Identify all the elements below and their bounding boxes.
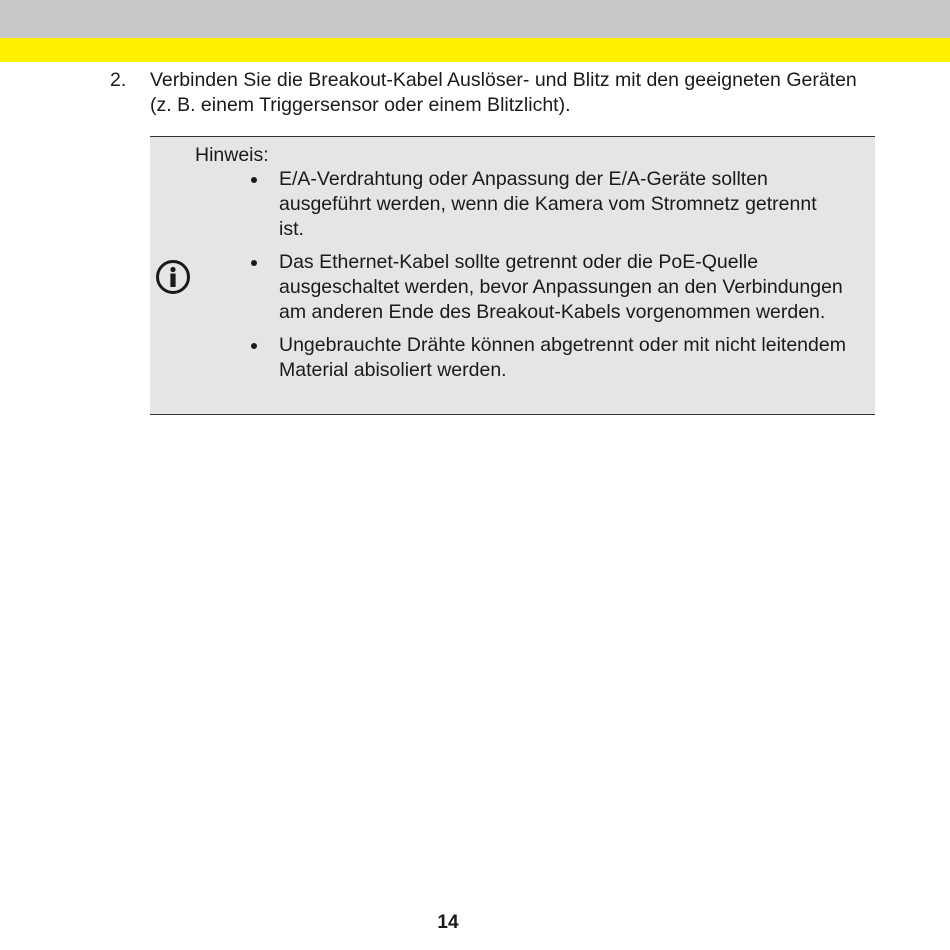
bullet-icon xyxy=(251,343,257,349)
step-text: Verbinden Sie die Breakout-Kabel Auslöser- und Blitz mit den geeigneten Geräten (z. B. einem Triggersensor oder einem Blitzlicht). xyxy=(150,69,857,116)
note-item-text: E/A-Verdrahtung oder Anpassung der E/A-Geräte sollten ausgeführt werden, wenn die Kamera vom Stromnetz getrennt ist. xyxy=(279,168,817,240)
note-title-label: Hinweis xyxy=(195,144,264,166)
note-title-colon: : xyxy=(263,144,269,166)
note-item-text: Das Ethernet-Kabel sollte getrennt oder die PoE-Quelle ausgeschaltet werden, bevor Anpassungen an den Verbindungen am anderen Ende des Breakout-Kabels vorgenommen werden. xyxy=(279,251,843,323)
info-icon xyxy=(155,259,191,295)
header-gray-band xyxy=(0,0,950,38)
note-item-text: Ungebrauchte Drähte können abgetrennt oder mit nicht leitendem Material abisoliert werden. xyxy=(279,334,846,381)
bullet-icon xyxy=(251,177,257,183)
note-list-item xyxy=(246,167,846,242)
bullet-icon xyxy=(251,260,257,266)
note-list xyxy=(246,167,846,391)
note-title xyxy=(195,143,269,168)
page-number: 14 xyxy=(437,912,459,933)
header-yellow-band xyxy=(0,38,950,62)
note-list-item xyxy=(246,250,846,325)
note-list-item xyxy=(246,333,846,383)
step-number: 2. xyxy=(110,69,127,91)
note-box xyxy=(150,136,875,415)
